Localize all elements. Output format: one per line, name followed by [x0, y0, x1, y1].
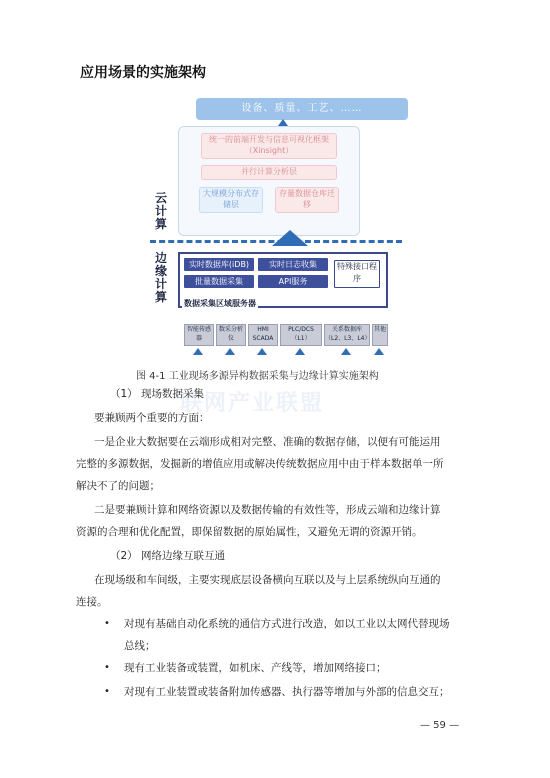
- section-title: 应用场景的实施架构: [80, 65, 206, 81]
- device-box: 数采分析仪: [216, 324, 246, 346]
- arrow-up-icon: [278, 119, 288, 126]
- arrow-up-icon: [341, 348, 351, 355]
- cloud-layer-box: [178, 126, 360, 236]
- realtime-db-cell: 实时数据库(iDB): [184, 258, 254, 271]
- bullet-item: 现有工业装备或装置，如机床、产线等，增加网络接口；: [124, 662, 387, 674]
- frontend-framework-label: 统一的前端开发与信息可视化框架: [209, 135, 329, 144]
- paragraph: 要兼顾两个重要的方面：: [94, 412, 210, 424]
- cloud-computing-label: 云计算: [154, 191, 167, 231]
- page-number: — 59 —: [420, 720, 460, 731]
- paragraph: 资源的合理和优化配置，即保留数据的原始属性，又避免无谓的资源开销。: [76, 526, 423, 538]
- bullet-item: 对现有工业装置或装备附加传感器、执行器等增加与外部的信息交互；: [124, 686, 450, 698]
- arrow-up-icon: [225, 348, 235, 355]
- paragraph: 完整的多源数据，发掘新的增值应用或解决传统数据应用中由于样本数据单一所: [76, 458, 444, 470]
- architecture-diagram: [148, 92, 404, 360]
- arrow-up-icon: [295, 348, 305, 355]
- cloud-application-band: 设备、质量、工艺、……: [196, 98, 408, 120]
- section-heading: （2） 网络边缘互联互通: [110, 550, 226, 562]
- api-service-cell: API服务: [258, 275, 328, 288]
- frontend-framework-sub: （Xinsight）: [244, 146, 294, 155]
- arrow-up-icon: [272, 230, 308, 246]
- edge-server-caption: 数据采集区域服务器: [184, 299, 256, 308]
- device-box: 其他: [372, 324, 388, 346]
- bullet-dot-icon: •: [104, 686, 110, 697]
- special-interface-cell: 特殊接口程序: [334, 260, 380, 288]
- bullet-item: 对现有基础自动化系统的通信方式进行改造，如以工业以太网代替现场: [124, 618, 450, 630]
- figure-caption: 图 4-1 工业现场多源异构数据采集与边缘计算实施架构: [136, 371, 379, 382]
- parallel-compute-box: 并行计算分析层: [201, 165, 337, 180]
- log-collection-cell: 实时日志收集: [258, 258, 328, 271]
- frontend-framework-box: [201, 133, 337, 159]
- paragraph: 连接。: [76, 596, 108, 608]
- arrow-up-icon: [257, 348, 267, 355]
- device-box: 关系数据库（L2、L3、L4）: [324, 324, 370, 346]
- arrow-up-icon: [374, 348, 384, 355]
- distributed-storage-box: 大规模分布式存储层: [199, 187, 263, 213]
- device-box: HMI SCADA: [248, 324, 278, 346]
- bullet-dot-icon: •: [104, 618, 110, 629]
- edge-computing-label: 边缘计算: [154, 251, 167, 304]
- batch-collection-cell: 批量数据采集: [184, 275, 254, 288]
- paragraph: 二是要兼顾计算和网络资源以及数据传输的有效性等，形成云端和边缘计算: [94, 504, 441, 516]
- section-heading: （1） 现场数据采集: [110, 388, 205, 400]
- bullet-dot-icon: •: [104, 662, 110, 673]
- warehouse-migration-box: 存量数据仓库迁移: [275, 187, 339, 213]
- paragraph: 解决不了的问题；: [76, 480, 160, 492]
- device-box: 智能传感器: [184, 324, 214, 346]
- watermark: 联网产业联盟: [180, 391, 325, 416]
- device-box: PLC/DCS（L1）: [280, 324, 322, 346]
- arrow-up-icon: [193, 348, 203, 355]
- bullet-item-cont: 总线；: [124, 640, 156, 652]
- paragraph: 一是企业大数据要在云端形成相对完整、准确的数据存储，以便有可能运用: [94, 436, 441, 448]
- paragraph: 在现场级和车间级，主要实现底层设备横向互联以及与上层系统纵向互通的: [94, 574, 441, 586]
